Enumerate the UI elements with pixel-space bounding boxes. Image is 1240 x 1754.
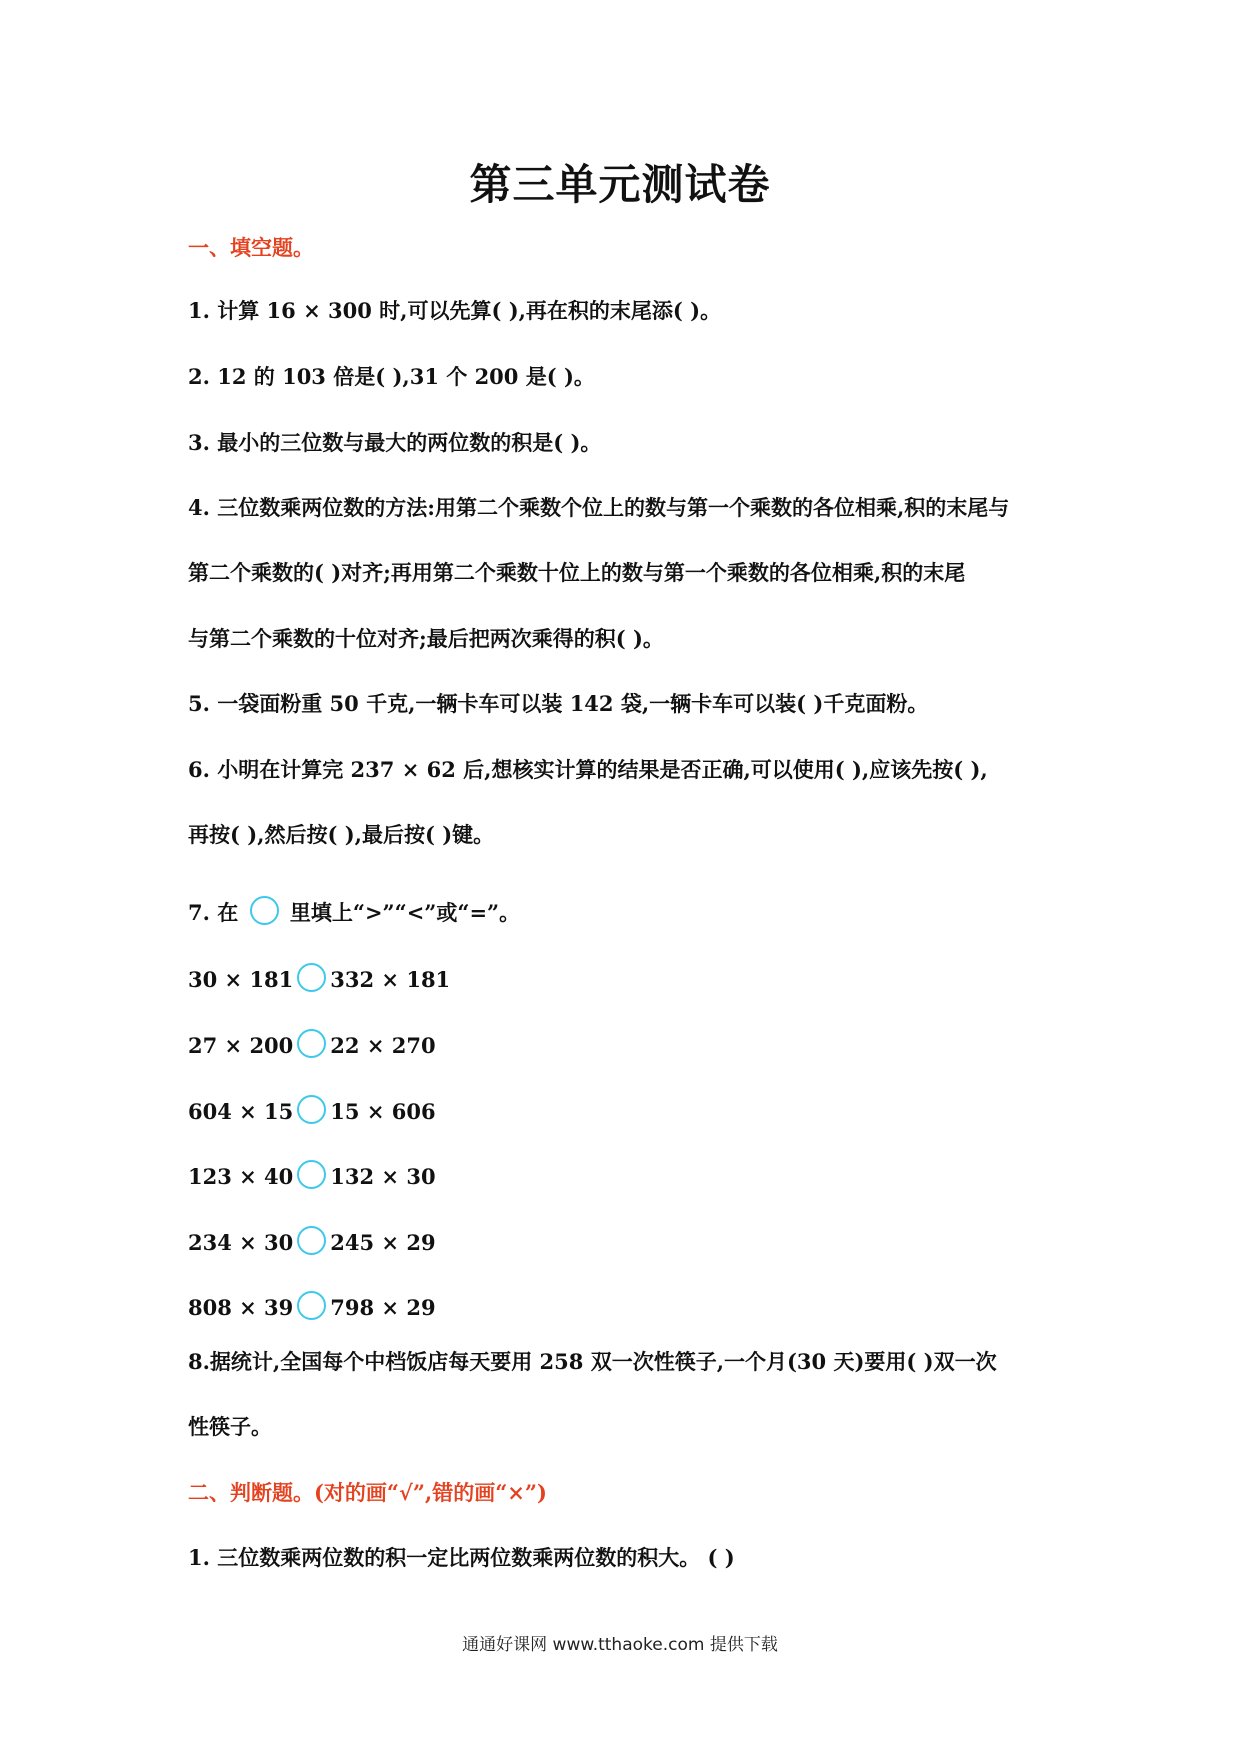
answer-circle-icon[interactable] xyxy=(297,1095,326,1124)
question-1-2: 2. 12 的 103 倍是( ),31 个 200 是( )。 xyxy=(188,364,595,389)
compare-right: 798 × 29 xyxy=(330,1295,436,1320)
question-1-6-line1: 6. 小明在计算完 237 × 62 后,想核实计算的结果是否正确,可以使用( ),应该先按( ), xyxy=(188,757,988,782)
question-1-5: 5. 一袋面粉重 50 千克,一辆卡车可以装 142 袋,一辆卡车可以装( )千克面粉。 xyxy=(188,691,929,716)
page-title: 第三单元测试卷 xyxy=(469,160,771,209)
question-1-8-line1: 8.据统计,全国每个中档饭店每天要用 258 双一次性筷子,一个月(30 天)要用( )双一次 xyxy=(188,1349,997,1374)
compare-right: 332 × 181 xyxy=(330,967,451,992)
question-1-7-suffix: 里填上“>”“<”或“=”。 xyxy=(289,900,521,925)
question-1-1: 1. 计算 16 × 300 时,可以先算( ),再在积的末尾添( )。 xyxy=(188,298,722,323)
section2-heading: 二、判断题。(对的画“√”,错的画“×”) xyxy=(188,1480,547,1505)
compare-right: 22 × 270 xyxy=(330,1033,436,1058)
answer-circle-icon xyxy=(250,896,279,925)
question-1-3: 3. 最小的三位数与最大的两位数的积是( )。 xyxy=(188,430,602,455)
compare-left: 808 × 39 xyxy=(188,1295,294,1320)
compare-left: 604 × 15 xyxy=(188,1099,294,1124)
compare-left: 27 × 200 xyxy=(188,1033,294,1058)
section1-heading: 一、填空题。 xyxy=(188,235,314,260)
question-1-7-prefix: 7. 在 xyxy=(188,900,239,925)
compare-row xyxy=(188,1095,436,1127)
compare-right: 132 × 30 xyxy=(330,1164,436,1189)
question-1-4-line1: 4. 三位数乘两位数的方法:用第二个乘数个位上的数与第一个乘数的各位相乘,积的末尾与 xyxy=(188,495,1010,520)
compare-row xyxy=(188,1160,436,1192)
answer-circle-icon[interactable] xyxy=(297,1160,326,1189)
compare-right: 245 × 29 xyxy=(330,1230,436,1255)
compare-left: 30 × 181 xyxy=(188,967,294,992)
question-1-6-line2: 再按( ),然后按( ),最后按( )键。 xyxy=(188,822,495,847)
answer-circle-icon[interactable] xyxy=(297,1226,326,1255)
question-1-4-line2: 第二个乘数的( )对齐;再用第二个乘数十位上的数与第一个乘数的各位相乘,积的末尾 xyxy=(188,560,966,585)
compare-left: 123 × 40 xyxy=(188,1164,294,1189)
question-2-1: 1. 三位数乘两位数的积一定比两位数乘两位数的积大。 ( ) xyxy=(188,1545,735,1570)
compare-row xyxy=(188,1226,436,1258)
compare-row xyxy=(188,1029,436,1061)
compare-row xyxy=(188,1291,436,1323)
answer-circle-icon[interactable] xyxy=(297,1029,326,1058)
compare-left: 234 × 30 xyxy=(188,1230,294,1255)
answer-circle-icon[interactable] xyxy=(297,963,326,992)
question-1-4-line3: 与第二个乘数的十位对齐;最后把两次乘得的积( )。 xyxy=(188,626,664,651)
question-1-7 xyxy=(188,896,520,928)
footer-credit: 通通好课网 www.tthaoke.com 提供下载 xyxy=(462,1635,778,1655)
question-1-8-line2: 性筷子。 xyxy=(188,1414,272,1439)
answer-circle-icon[interactable] xyxy=(297,1291,326,1320)
compare-right: 15 × 606 xyxy=(330,1099,436,1124)
compare-row xyxy=(188,963,450,995)
